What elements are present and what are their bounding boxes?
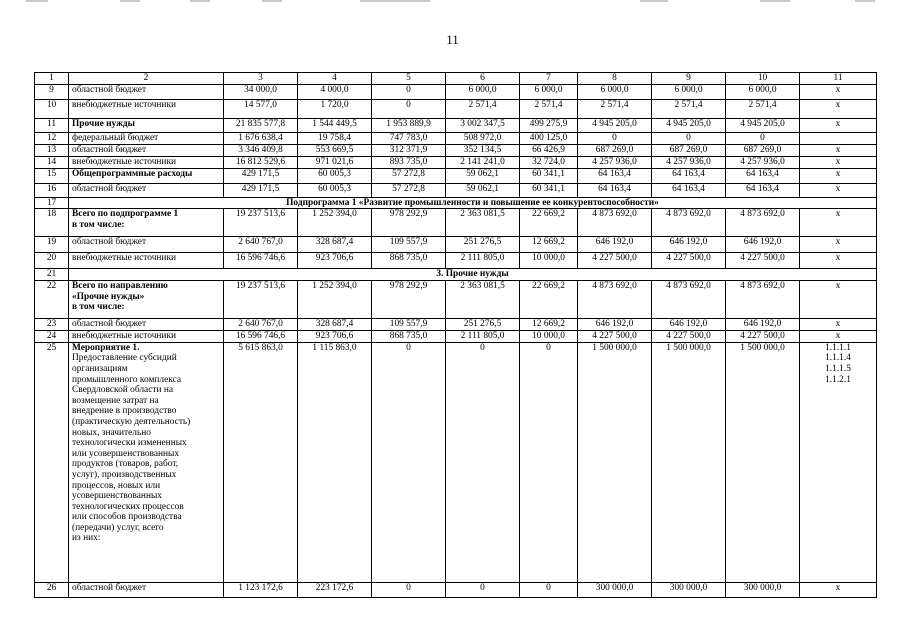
amount-cell: 2 571,4 <box>578 100 652 119</box>
amount-cell: 32 724,0 <box>520 156 578 168</box>
amount-cell: 0 <box>578 133 652 145</box>
budget-table <box>34 72 877 598</box>
amount-cell: 2 640 767,0 <box>224 237 298 253</box>
amount-cell: 4 945 205,0 <box>652 119 726 133</box>
amount-cell: 1 123 172,6 <box>224 582 298 597</box>
top-border-line <box>760 0 790 2</box>
row-label: внебюджетные источники <box>69 156 224 168</box>
top-border-line <box>262 0 282 2</box>
row-number: 16 <box>35 183 69 197</box>
target-link-cell: x <box>800 331 877 343</box>
row-number: 10 <box>35 100 69 119</box>
target-codes: 1.1.1.1 1.1.1.4 1.1.1.5 1.1.2.1 <box>800 342 877 582</box>
target-link-cell: x <box>800 144 877 156</box>
amount-cell: 868 735,0 <box>372 331 446 343</box>
amount-cell: 4 257 936,0 <box>726 156 800 168</box>
table-row <box>35 85 877 100</box>
amount-cell: 3 002 347,5 <box>446 119 520 133</box>
table-row <box>35 237 877 253</box>
measure-description: Предоставление субсидий организациям промышленного комплекса Свердловской области на возмещение затрат на внедрение в производство (практическую деятельность) новых, значительно технологически измененных или усовершенствованных продуктов (товаров, работ, услуг), производственных процессов, новых или усовершенствованных технологических процессов или способов производства (передачи) услуг, всего из них: <box>72 353 191 544</box>
amount-cell: 971 021,6 <box>298 156 372 168</box>
amount-cell: 328 687,4 <box>298 319 372 331</box>
row-label: областной бюджет <box>69 183 224 197</box>
amount-cell: 4 873 692,0 <box>726 281 800 319</box>
row-number: 25 <box>35 342 69 582</box>
row-label: Всего по подпрограмме 1 в том числе: <box>69 209 224 237</box>
amount-cell: 2 363 081,5 <box>446 281 520 319</box>
table-row <box>35 342 877 582</box>
amount-cell: 3 346 409,8 <box>224 144 298 156</box>
amount-cell: 19 237 513,6 <box>224 281 298 319</box>
amount-cell: 0 <box>446 582 520 597</box>
amount-cell: 0 <box>372 342 446 582</box>
amount-cell: 4 227 500,0 <box>652 331 726 343</box>
amount-cell: 64 163,4 <box>652 168 726 183</box>
column-header: 5 <box>372 73 446 85</box>
row-number: 22 <box>35 281 69 319</box>
amount-cell: 0 <box>726 133 800 145</box>
amount-cell: 4 227 500,0 <box>726 331 800 343</box>
amount-cell: 0 <box>372 85 446 100</box>
amount-cell: 4 257 936,0 <box>652 156 726 168</box>
column-header: 2 <box>69 73 224 85</box>
column-header: 8 <box>578 73 652 85</box>
table-row <box>35 144 877 156</box>
amount-cell: 57 272,8 <box>372 183 446 197</box>
row-label: областной бюджет <box>69 85 224 100</box>
top-border-line <box>26 0 48 2</box>
amount-cell: 4 873 692,0 <box>726 209 800 237</box>
row-number: 13 <box>35 144 69 156</box>
amount-cell: 923 706,6 <box>298 331 372 343</box>
column-header: 3 <box>224 73 298 85</box>
table-row <box>35 582 877 597</box>
table-row <box>35 319 877 331</box>
amount-cell: 16 596 746,6 <box>224 331 298 343</box>
top-border-line <box>640 0 668 2</box>
amount-cell: 19 758,4 <box>298 133 372 145</box>
row-label: Прочие нужды <box>69 119 224 133</box>
amount-cell: 2 111 805,0 <box>446 253 520 269</box>
table-row <box>35 156 877 168</box>
amount-cell: 923 706,6 <box>298 253 372 269</box>
target-link-cell: x <box>800 281 877 319</box>
amount-cell: 16 596 746,6 <box>224 253 298 269</box>
row-number: 17 <box>35 197 69 209</box>
amount-cell: 60 341,1 <box>520 168 578 183</box>
top-border-line <box>190 0 210 2</box>
target-link-cell: x <box>800 168 877 183</box>
target-link-cell: x <box>800 582 877 597</box>
column-header: 9 <box>652 73 726 85</box>
amount-cell: 4 873 692,0 <box>652 209 726 237</box>
amount-cell: 16 812 529,6 <box>224 156 298 168</box>
amount-cell: 6 000,0 <box>446 85 520 100</box>
amount-cell: 553 669,5 <box>298 144 372 156</box>
amount-cell: 1 500 000,0 <box>726 342 800 582</box>
row-label: областной бюджет <box>69 237 224 253</box>
amount-cell: 893 735,0 <box>372 156 446 168</box>
page-number: 11 <box>446 32 459 47</box>
amount-cell: 64 163,4 <box>726 183 800 197</box>
amount-cell: 2 571,4 <box>446 100 520 119</box>
amount-cell: 646 192,0 <box>578 237 652 253</box>
amount-cell: 1 115 863,0 <box>298 342 372 582</box>
amount-cell: 34 000,0 <box>224 85 298 100</box>
row-number: 11 <box>35 119 69 133</box>
amount-cell: 352 134,5 <box>446 144 520 156</box>
amount-cell: 1 720,0 <box>298 100 372 119</box>
amount-cell: 978 292,9 <box>372 209 446 237</box>
table-row <box>35 281 877 319</box>
amount-cell: 429 171,5 <box>224 183 298 197</box>
column-header: 11 <box>800 73 877 85</box>
amount-cell: 1 252 394,0 <box>298 281 372 319</box>
amount-cell: 328 687,4 <box>298 237 372 253</box>
row-label: федеральный бюджет <box>69 133 224 145</box>
amount-cell: 5 615 863,0 <box>224 342 298 582</box>
row-number: 26 <box>35 582 69 597</box>
row-number: 9 <box>35 85 69 100</box>
amount-cell: 646 192,0 <box>578 319 652 331</box>
amount-cell: 687 269,0 <box>578 144 652 156</box>
amount-cell: 300 000,0 <box>726 582 800 597</box>
amount-cell: 22 669,2 <box>520 209 578 237</box>
row-number: 15 <box>35 168 69 183</box>
row-label: Всего по направлению «Прочие нужды» в том числе: <box>69 281 224 319</box>
row-number: 24 <box>35 331 69 343</box>
amount-cell: 10 000,0 <box>520 253 578 269</box>
amount-cell: 4 227 500,0 <box>652 253 726 269</box>
amount-cell: 747 783,0 <box>372 133 446 145</box>
column-header: 1 <box>35 73 69 85</box>
amount-cell: 0 <box>372 582 446 597</box>
row-number: 21 <box>35 269 69 281</box>
amount-cell: 646 192,0 <box>652 319 726 331</box>
amount-cell: 2 111 805,0 <box>446 331 520 343</box>
amount-cell: 64 163,4 <box>726 168 800 183</box>
amount-cell: 60 005,3 <box>298 183 372 197</box>
amount-cell: 2 571,4 <box>726 100 800 119</box>
column-header: 6 <box>446 73 520 85</box>
amount-cell: 4 227 500,0 <box>578 253 652 269</box>
table-row <box>35 253 877 269</box>
section-header-row <box>35 197 877 209</box>
section-title: Подпрограмма 1 «Развитие промышленности и повышение ее конкурентоспособности» <box>69 197 877 209</box>
amount-cell: 19 237 513,6 <box>224 209 298 237</box>
amount-cell: 60 005,3 <box>298 168 372 183</box>
amount-cell: 4 873 692,0 <box>578 281 652 319</box>
amount-cell: 2 571,4 <box>652 100 726 119</box>
row-number: 18 <box>35 209 69 237</box>
row-number: 23 <box>35 319 69 331</box>
amount-cell: 429 171,5 <box>224 168 298 183</box>
row-label: областной бюджет <box>69 319 224 331</box>
column-header: 10 <box>726 73 800 85</box>
amount-cell: 1 544 449,5 <box>298 119 372 133</box>
target-link-cell: x <box>800 183 877 197</box>
amount-cell: 499 275,9 <box>520 119 578 133</box>
amount-cell: 6 000,0 <box>726 85 800 100</box>
table-row <box>35 100 877 119</box>
amount-cell: 64 163,4 <box>652 183 726 197</box>
amount-cell: 223 172,6 <box>298 582 372 597</box>
amount-cell: 64 163,4 <box>578 183 652 197</box>
table-body <box>35 85 877 598</box>
amount-cell: 64 163,4 <box>578 168 652 183</box>
amount-cell: 12 669,2 <box>520 319 578 331</box>
amount-cell: 300 000,0 <box>652 582 726 597</box>
amount-cell: 109 557,9 <box>372 237 446 253</box>
amount-cell: 4 873 692,0 <box>652 281 726 319</box>
table-row <box>35 209 877 237</box>
amount-cell: 2 571,4 <box>520 100 578 119</box>
amount-cell: 978 292,9 <box>372 281 446 319</box>
row-number: 19 <box>35 237 69 253</box>
amount-cell: 251 276,5 <box>446 319 520 331</box>
amount-cell: 646 192,0 <box>726 319 800 331</box>
row-label: областной бюджет <box>69 582 224 597</box>
amount-cell: 10 000,0 <box>520 331 578 343</box>
amount-cell: 1 500 000,0 <box>652 342 726 582</box>
amount-cell: 14 577,0 <box>224 100 298 119</box>
amount-cell: 687 269,0 <box>726 144 800 156</box>
amount-cell: 109 557,9 <box>372 319 446 331</box>
amount-cell: 6 000,0 <box>652 85 726 100</box>
amount-cell: 0 <box>652 133 726 145</box>
row-label <box>69 342 224 582</box>
amount-cell: 60 341,1 <box>520 183 578 197</box>
row-number: 14 <box>35 156 69 168</box>
amount-cell: 1 953 889,9 <box>372 119 446 133</box>
amount-cell: 12 669,2 <box>520 237 578 253</box>
table-row <box>35 331 877 343</box>
amount-cell: 6 000,0 <box>578 85 652 100</box>
amount-cell: 1 676 638,4 <box>224 133 298 145</box>
target-link-cell: x <box>800 209 877 237</box>
amount-cell: 868 735,0 <box>372 253 446 269</box>
target-link-cell: x <box>800 237 877 253</box>
amount-cell: 4 873 692,0 <box>578 209 652 237</box>
target-link-cell: x <box>800 156 877 168</box>
table-row <box>35 183 877 197</box>
amount-cell: 1 252 394,0 <box>298 209 372 237</box>
section-header-row <box>35 269 877 281</box>
table-row <box>35 119 877 133</box>
amount-cell: 400 125,0 <box>520 133 578 145</box>
row-label: внебюджетные источники <box>69 100 224 119</box>
amount-cell: 59 062,1 <box>446 168 520 183</box>
header-row <box>35 73 877 85</box>
amount-cell: 66 426,9 <box>520 144 578 156</box>
section-title: 3. Прочие нужды <box>69 269 877 281</box>
target-link-cell <box>800 133 877 145</box>
column-header: 7 <box>520 73 578 85</box>
target-link-cell: x <box>800 319 877 331</box>
amount-cell: 6 000,0 <box>520 85 578 100</box>
row-label: Общепрограммные расходы <box>69 168 224 183</box>
target-link-cell: x <box>800 253 877 269</box>
amount-cell: 4 227 500,0 <box>726 253 800 269</box>
amount-cell: 646 192,0 <box>652 237 726 253</box>
amount-cell: 312 371,9 <box>372 144 446 156</box>
row-label: внебюджетные источники <box>69 253 224 269</box>
target-link-cell: x <box>800 119 877 133</box>
amount-cell: 251 276,5 <box>446 237 520 253</box>
amount-cell: 300 000,0 <box>578 582 652 597</box>
amount-cell: 646 192,0 <box>726 237 800 253</box>
row-label: областной бюджет <box>69 144 224 156</box>
amount-cell: 2 363 081,5 <box>446 209 520 237</box>
amount-cell: 4 000,0 <box>298 85 372 100</box>
amount-cell: 0 <box>520 342 578 582</box>
column-header: 4 <box>298 73 372 85</box>
measure-title: Мероприятие 1. <box>72 342 140 353</box>
amount-cell: 1 500 000,0 <box>578 342 652 582</box>
amount-cell: 4 257 936,0 <box>578 156 652 168</box>
target-link-cell: x <box>800 85 877 100</box>
amount-cell: 4 227 500,0 <box>578 331 652 343</box>
amount-cell: 21 835 577,8 <box>224 119 298 133</box>
top-border-line <box>120 0 140 2</box>
top-border-line <box>855 0 875 2</box>
target-link-cell: x <box>800 100 877 119</box>
top-border-line <box>360 0 430 2</box>
table-row <box>35 133 877 145</box>
amount-cell: 4 945 205,0 <box>578 119 652 133</box>
amount-cell: 0 <box>520 582 578 597</box>
amount-cell: 59 062,1 <box>446 183 520 197</box>
amount-cell: 22 669,2 <box>520 281 578 319</box>
row-number: 20 <box>35 253 69 269</box>
row-number: 12 <box>35 133 69 145</box>
row-label: внебюджетные источники <box>69 331 224 343</box>
amount-cell: 0 <box>372 100 446 119</box>
amount-cell: 57 272,8 <box>372 168 446 183</box>
table-row <box>35 168 877 183</box>
amount-cell: 2 640 767,0 <box>224 319 298 331</box>
amount-cell: 508 972,0 <box>446 133 520 145</box>
amount-cell: 687 269,0 <box>652 144 726 156</box>
amount-cell: 2 141 241,0 <box>446 156 520 168</box>
amount-cell: 4 945 205,0 <box>726 119 800 133</box>
amount-cell: 0 <box>446 342 520 582</box>
